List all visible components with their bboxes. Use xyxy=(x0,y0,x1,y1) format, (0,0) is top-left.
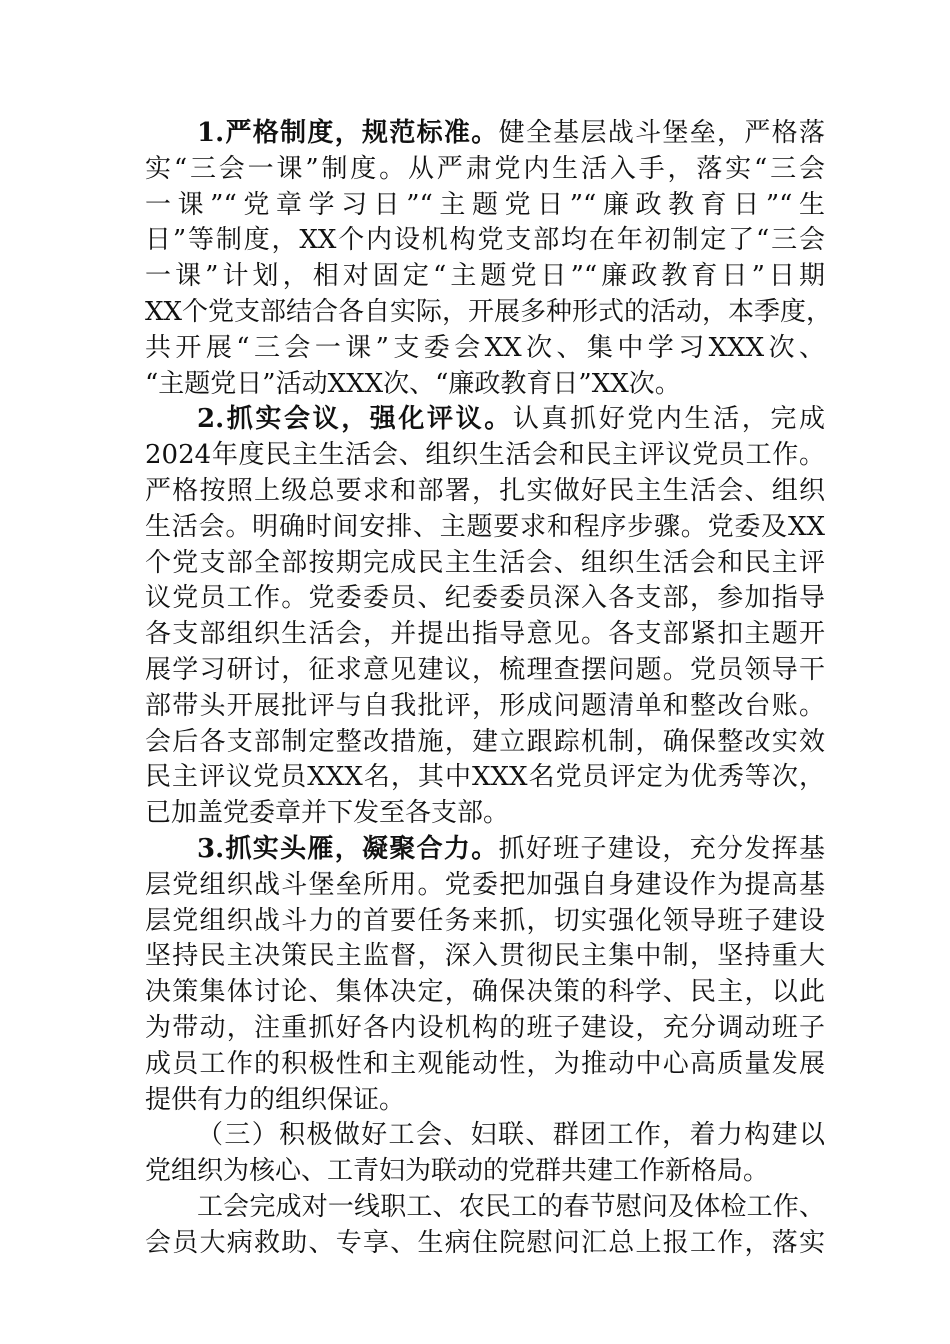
text-line: 生活会。明确时间安排、主题要求和程序步骤。党委及XX xyxy=(145,511,825,542)
text-line: 个党支部全部按期完成民主生活会、组织生活会和民主评 xyxy=(145,547,825,578)
text-line: 成员工作的积极性和主观能动性，为推动中心高质量发展 xyxy=(145,1048,825,1079)
paragraph-first-line xyxy=(145,116,825,152)
paragraph xyxy=(145,832,825,1118)
text-line: 层党组织战斗力的首要任务来抓，切实强化领导班子建设 xyxy=(145,905,825,936)
text-line: 会员大病救助、专享、生病住院慰问汇总上报工作，落实 xyxy=(145,1227,825,1258)
text-line: 抓好班子建设，充分发挥基 xyxy=(498,833,825,864)
text-line: 展学习研讨，征求意见建议，梳理查摆问题。党员领导干 xyxy=(145,654,825,685)
text-line: 日”等制度，XX个内设机构党支部均在年初制定了“三会 xyxy=(145,225,825,256)
text-line: 民主评议党员XXX名，其中XXX名党员评定为优秀等次， xyxy=(145,762,825,793)
text-line: 2024年度民主生活会、组织生活会和民主评议党员工作。 xyxy=(145,440,825,471)
text-line: 为带动，注重抓好各内设机构的班子建设，充分调动班子 xyxy=(145,1012,825,1043)
text-line: 提供有力的组织保证。 xyxy=(145,1084,406,1115)
text-line: 会后各支部制定整改措施，建立跟踪机制，确保整改实效 xyxy=(145,726,825,757)
text-line: 已加盖党委章并下发至各支部。 xyxy=(145,798,510,829)
text-line: 共开展“三会一课”支委会XX次、集中学习XXX次、 xyxy=(145,332,825,363)
paragraph xyxy=(145,116,833,402)
paragraph xyxy=(145,1190,825,1262)
text-line: 决策集体讨论、集体决定，确保决策的科学、民主，以此 xyxy=(145,977,825,1008)
text-line: 各支部组织生活会，并提出指导意见。各支部紧扣主题开 xyxy=(145,619,825,650)
text-line: 工会完成对一线职工、农民工的春节慰问及体检工作、 xyxy=(197,1191,825,1222)
text-line: 认真抓好党内生活，完成 xyxy=(512,404,825,435)
text-line: 实“三会一课”制度。从严肃党内生活入手，落实“三会 xyxy=(145,153,825,184)
section-heading xyxy=(145,1118,825,1190)
text-line: “主题党日”活动XXX次、“廉政教育日”XX次。 xyxy=(145,368,681,399)
paragraph-heading: 2.抓实会议，强化评议。 xyxy=(197,404,513,435)
paragraph-heading: 1.严格制度，规范标准。 xyxy=(197,118,499,148)
paragraph-heading: 3.抓实头雁，凝聚合力。 xyxy=(197,833,499,864)
text-line: 议党员工作。党委委员、纪委委员深入各支部，参加指导 xyxy=(145,583,825,614)
text-line: 一课”“党章学习日”“主题党日”“廉政教育日”“生 xyxy=(145,189,825,220)
text-line: 严格按照上级总要求和部署，扎实做好民主生活会、组织 xyxy=(145,475,825,506)
text-line: 健全基层战斗堡垒，严格落 xyxy=(498,118,825,148)
text-line: XX个党支部结合各自实际，开展多种形式的活动，本季度， xyxy=(145,296,833,327)
text-line: 一课”计划，相对固定“主题党日”“廉政教育日”日期 xyxy=(145,261,825,292)
text-line: （三）积极做好工会、妇联、群团工作，着力构建以 xyxy=(197,1120,825,1151)
paragraph-first-line xyxy=(145,832,825,868)
document-body xyxy=(145,116,833,1262)
text-line: 党组织为核心、工青妇为联动的党群共建工作新格局。 xyxy=(145,1156,770,1187)
paragraph-first-line xyxy=(145,402,825,438)
paragraph xyxy=(145,402,825,832)
text-line: 层党组织战斗堡垒所用。党委把加强自身建设作为提高基 xyxy=(145,869,825,900)
text-line: 部带头开展批评与自我批评，形成问题清单和整改台账。 xyxy=(145,690,825,721)
text-line: 坚持民主决策民主监督，深入贯彻民主集中制，坚持重大 xyxy=(145,941,825,972)
